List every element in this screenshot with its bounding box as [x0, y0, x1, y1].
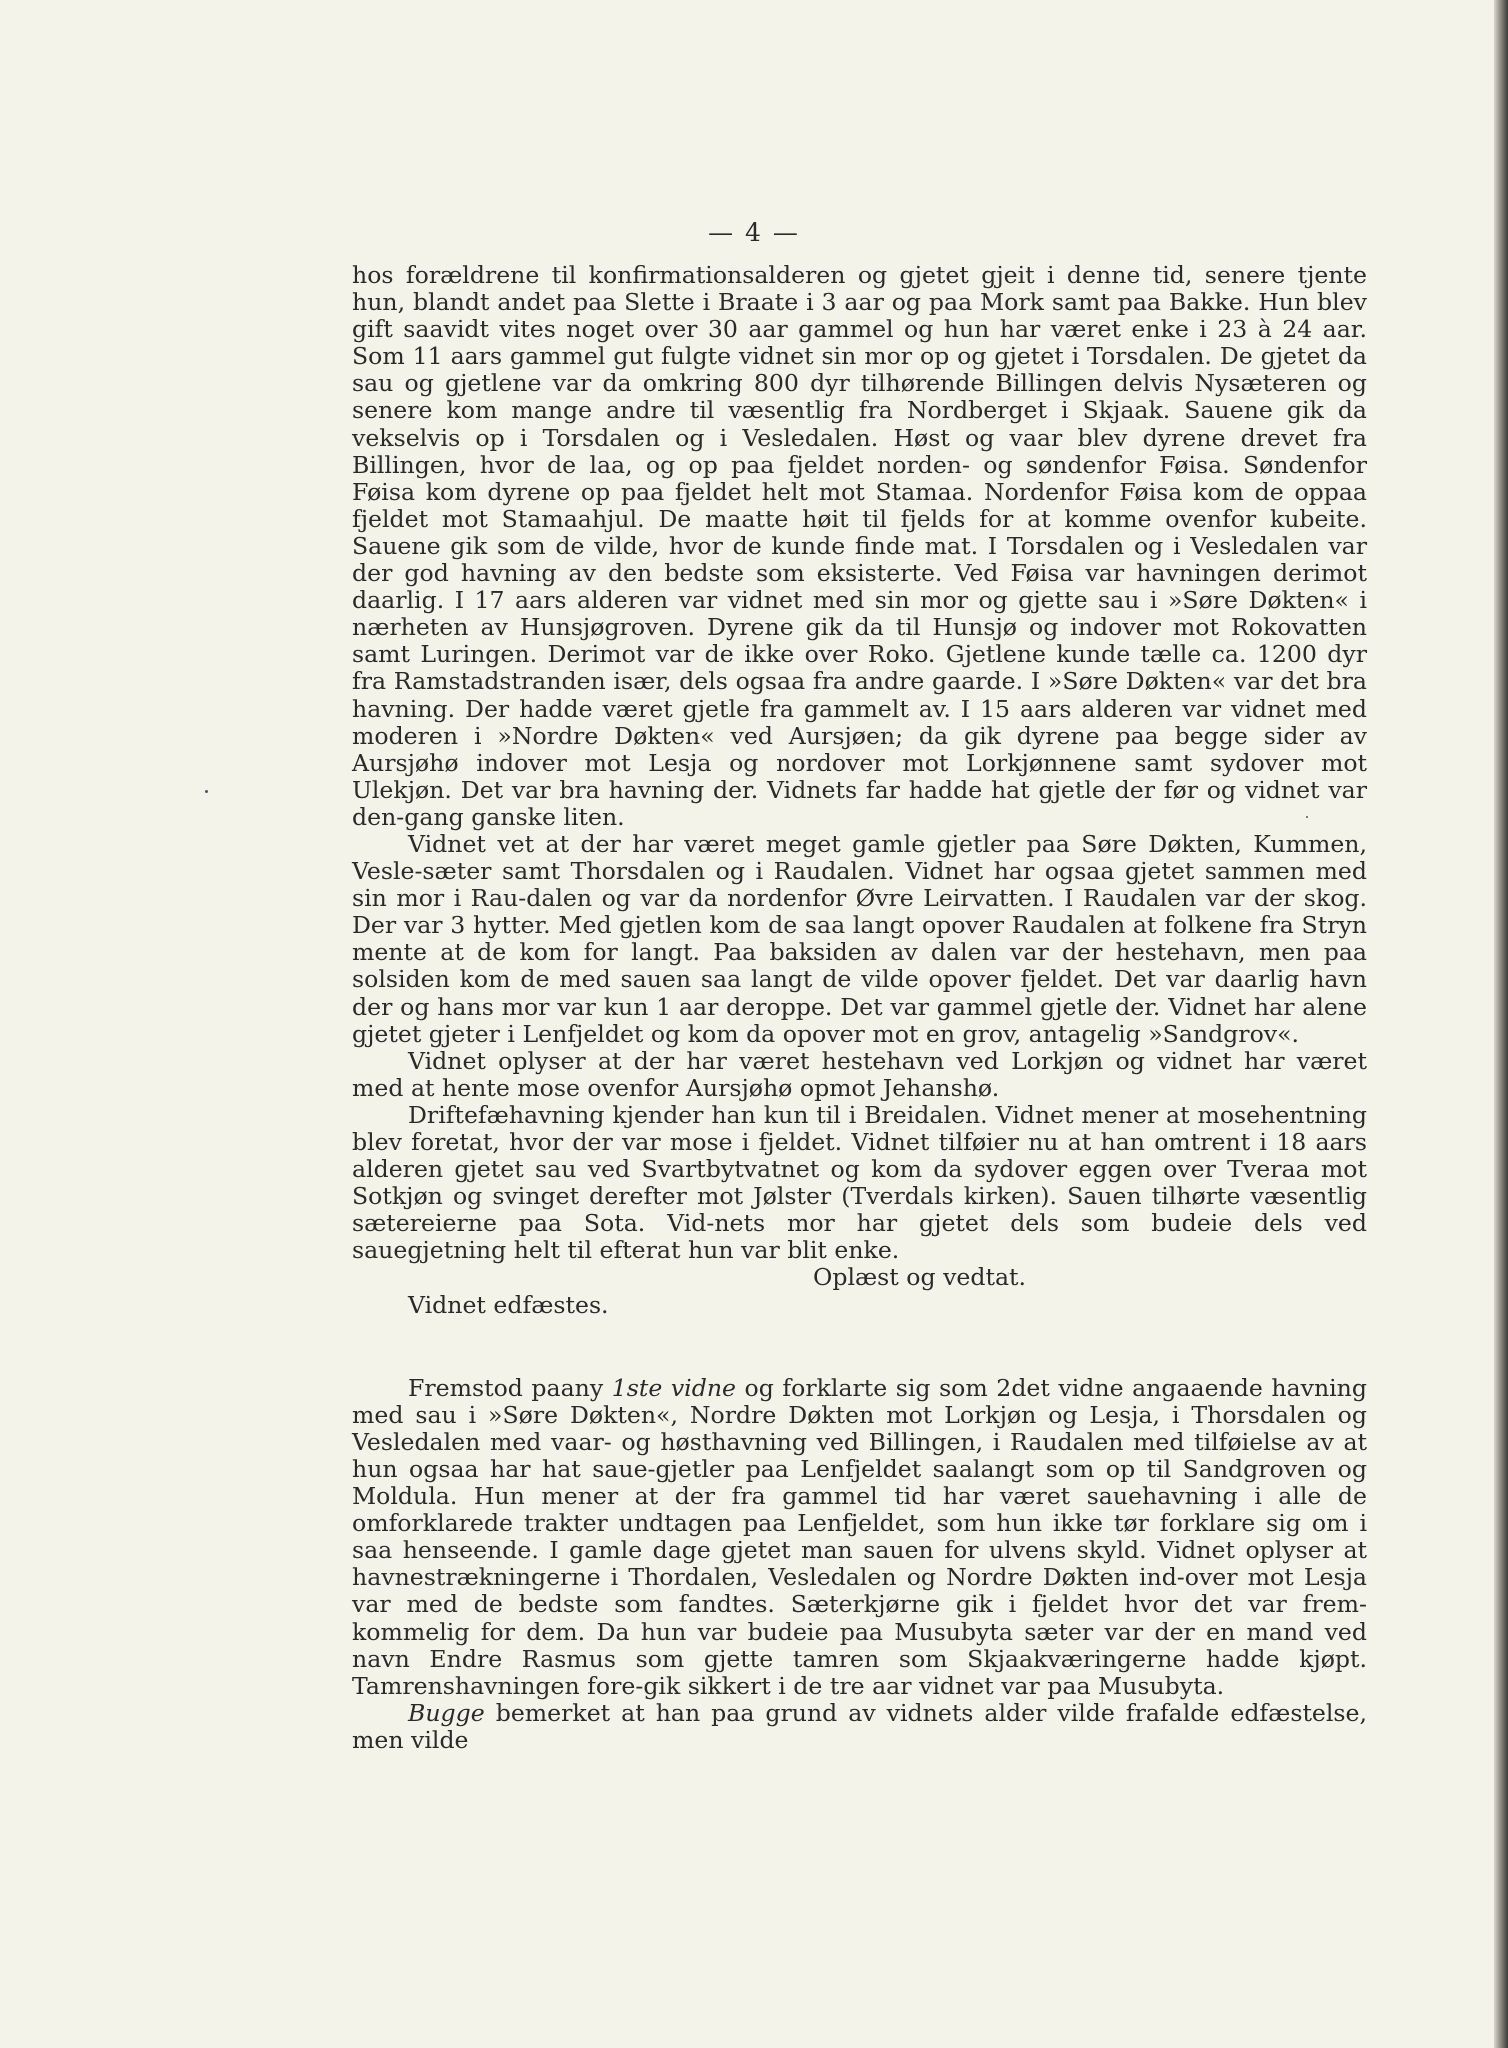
stray-dot — [1306, 816, 1308, 818]
sworn-line: Vidnet edfæstes. — [408, 1290, 609, 1319]
paragraph-2: Vidnet vet at der har været meget gamle gjetler paa Søre Døkten, Kummen, Vesle-sæter samt Thorsdalen og i Raudalen. Vidnet har ogsaa gjetet sammen med sin mor i Rau-dalen og var da nordenfor Øvre Leirvatten. I Raudalen var der skog. Der var 3 hytter. Med gjetlen kom de saa langt opover Raudalen at folkene fra Stryn mente at de kom for langt. Paa baksiden av dalen var der hestehavn, men paa solsiden kom de med sauen saa langt de vilde opover fjeldet. Det var daarlig havn der og hans mor var kun 1 aar deroppe. Det var gammel gjetle der. Vidnet har alene gjetet gjeter i Lenfjeldet og kom da opover mot en grov, antagelig »Sandgrov«. — [352, 829, 1367, 1048]
page-edge — [1494, 0, 1508, 2048]
paragraph-4: Driftefæhavning kjender han kun til i Breidalen. Vidnet mener at mosehentning blev foretat, hvor der var mose i fjeldet. Vidnet tilføier nu at han omtrent i 18 aars alderen gjetet sau ved Svartbytvatnet og kom da sydover eggen over Tveraa mot Sotkjøn og svinget derefter mot Jølster (Tverdals kirken). Sauen tilhørte væsentlig sætereierne paa Sota. Vid-nets mor har gjetet dels som budeie dels ved sauegjetning helt til efterat hun var blit enke. — [352, 1100, 1367, 1265]
paragraph-5 — [352, 1375, 1367, 1700]
paragraph-1: hos forældrene til konfirmationsalderen og gjetet gjeit i denne tid, senere tjente hun, blandt andet paa Slette i Braate i 3 aar og paa Mork samt paa Bakke. Hun blev gift saavidt vites noget over 30 aar gammel og hun har været enke i 23 à 24 aar. Som 11 aars gammel gut fulgte vidnet sin mor op og gjetet i Torsdalen. De gjetet da sau og gjetlene var da omkring 800 dyr tilhørende Billingen delvis Nysæteren og senere kom mange andre til væsentlig fra Nordberget i Skjaak. Sauene gik da vekselvis op i Torsdalen og i Vesledalen. Høst og vaar blev dyrene drevet fra Billingen, hvor de laa, og op paa fjeldet norden- og søndenfor Føisa. Søndenfor Føisa kom dyrene op paa fjeldet helt mot Stamaa. Nordenfor Føisa kom de oppaa fjeldet mot Stamaahjul. De maatte høit til fjelds for at komme ovenfor kubeite. Sauene gik som de vilde, hvor de kunde finde mat. I Torsdalen og i Vesledalen var der god havning av den bedste som eksisterte. Ved Føisa var havningen derimot daarlig. I 17 aars alderen var vidnet med sin mor og gjette sau i »Søre Døkten« i nærheten av Hunsjøgroven. Dyrene gik da til Hunsjø og indover mot Rokovatten samt Luringen. Derimot var de ikke over Roko. Gjetlene kunde tælle ca. 1200 dyr fra Ramstadstranden især, dels ogsaa fra andre gaarde. I »Søre Døkten« var det bra havning. Der hadde været gjetle fra gammelt av. I 15 aars alderen var vidnet med moderen i »Nordre Døkten« ved Aursjøen; da gik dyrene paa begge sider av Aursjøhø indover mot Lesja og nordover mot Lorkjønnene samt sydover mot Ulekjøn. Det var bra havning der. Vidnets far hadde hat gjetle der før og vidnet var den-gang ganske liten. — [352, 261, 1367, 831]
read-approved-line: Oplæst og vedtat. — [813, 1263, 1026, 1292]
bugge-name: Bugge — [408, 1698, 485, 1727]
document-body — [352, 262, 1367, 1754]
paragraph-6 — [352, 1700, 1367, 1754]
first-witness-reference: 1ste vidne — [611, 1373, 736, 1402]
stray-mark — [205, 790, 208, 793]
page-number: — 4 — — [708, 218, 800, 247]
section-gap — [352, 1319, 1367, 1375]
paragraph-5-body: og forklarte sig som 2det vidne angaaende havning med sau i »Søre Døkten«, Nordre Døkten mot Lorkjøn og Lesja, i Thorsdalen og Vesledalen med vaar- og høsthavning ved Billingen, i Raudalen med tilføielse av at hun ogsaa har hat saue-gjetler paa Lenfjeldet saalangt som op til Sandgroven og Moldula. Hun mener at der fra gammel tid har været sauehavning i alle de omforklarede trakter undtagen paa Lenfjeldet, som hun ikke tør forklare sig om i saa henseende. I gamle dage gjetet man sauen for ulvens skyld. Vidnet oplyser at havnestrækningerne i Thordalen, Vesledalen og Nordre Døkten ind-over mot Lesja var med de bedste som fandtes. Sæterkjørne gik i fjeldet hvor det var frem-kommelig for dem. Da hun var budeie paa Musubyta sæter var der en mand ved navn Endre Rasmus som gjette tamren som Skjaakværingerne hadde kjøpt. Tamrenshavningen fore-gik sikkert i de tre aar vidnet var paa Musubyta. — [352, 1373, 1367, 1700]
paragraph-5-lead: Fremstod paany — [408, 1373, 604, 1402]
paragraph-3: Vidnet oplyser at der har været hestehavn ved Lorkjøn og vidnet har været med at hente mose ovenfor Aursjøhø opmot Jehanshø. — [352, 1046, 1367, 1102]
paragraph-6-body: bemerket at han paa grund av vidnets alder vilde frafalde edfæstelse, men vilde — [352, 1698, 1368, 1754]
